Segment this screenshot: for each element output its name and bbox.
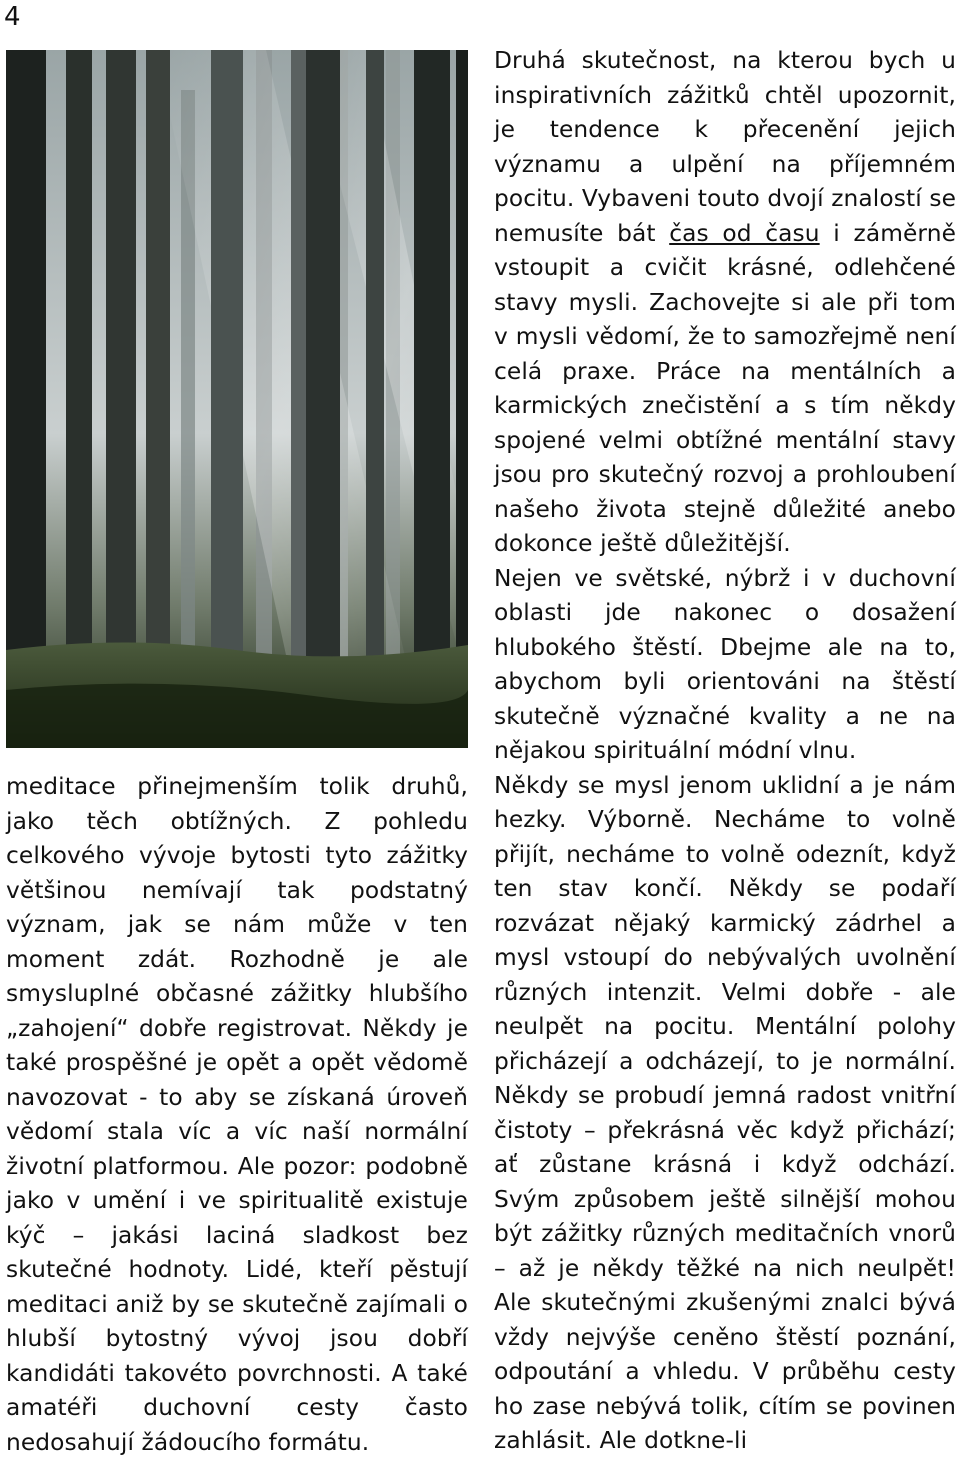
right-paragraph-1 (494, 44, 956, 562)
forest-photo (6, 50, 468, 748)
left-column-text (6, 770, 468, 1460)
underlined-phrase: čas od času (669, 219, 820, 247)
right-paragraph-1-start: Druhá skutečnost, na kterou bych u inspirativních zážitků chtěl upozornit, je tendence k přecenění jejich významu a ulpění na příjemném pocitu. Vybaveni touto dvojí znalostí se nemusíte bát (494, 47, 956, 247)
left-paragraph: meditace přinejmenším tolik druhů, jako těch obtížných. Z pohledu celkového vývoje bytosti tyto zážitky většinou nemívají tak podstatný význam, jak se nám může v ten moment zdát. Rozhodně je ale smysluplné občasné zážitky hlubšího „zahojení“ dobře registrovat. Někdy je také prospěšné je opět a opět vědomě navozovat - to aby se získaná úroveň vědomí stala víc a víc naší normální životní platformou. Ale pozor: podobně jako v umění i ve spiritualitě existuje kýč – jakási laciná sladkost bez skutečné hodnoty. Lidé, kteří pěstují meditaci aniž by se skutečně zajímali o hlubší bytostný vývoj jsou dobří kandidáti takovéto povrchnosti. A také amatéři duchovní cesty často nedosahují žádoucího formátu. (6, 773, 468, 1456)
forest-illustration (6, 50, 468, 748)
right-paragraph-1-end: i záměrně vstoupit a cvičit krásné, odlehčené stavy mysli. Zachovejte si ale při tom v mysli vědomí, že to samozřejmě není celá praxe. Práce na mentálních a karmických znečistění a s tím někdy spojené velmi obtížné mentální stavy jsou pro skutečný rozvoj a prohloubení našeho života stejně důležité anebo dokonce ještě důležitější. (494, 219, 956, 557)
right-column-text (494, 44, 956, 1459)
right-paragraph-2: Nejen ve světské, nýbrž i v duchovní oblasti jde nakonec o dosažení hlubokého štěstí. Dbejme ale na to, abychom byli orientováni na štěstí skutečně význačné kvality a ne na nějakou spirituální módní vlnu. (494, 564, 956, 764)
page-number: 4 (4, 2, 21, 32)
right-paragraph-3: Někdy se mysl jenom uklidní a je nám hezky. Výborně. Necháme to volně přijít, necháme to volně odeznít, když ten stav končí. Někdy se podaří rozvázat nějaký karmický zádrhel a mysl vstoupí do nebývalých uvolnění různých intenzit. Velmi dobře - ale neulpět na pocitu. Mentální polohy přicházejí a odcházejí, to je normální. Někdy se probudí jemná radost vnitřní čistoty – překrásná věc když přichází; ať zůstane krásná i když odchází. Svým způsobem ještě silnější mohou být zážitky různých meditačních vnorů – až je někdy těžké na nich neulpět! Ale skutečnými zkušenými znalci bývá vždy nejvýše ceněno štěstí poznání, odpoutání a vhledu. V průběhu cesty ho zase nebývá tolik, cítím se povinen zahlásit. Ale dotkne-li (494, 771, 956, 1454)
